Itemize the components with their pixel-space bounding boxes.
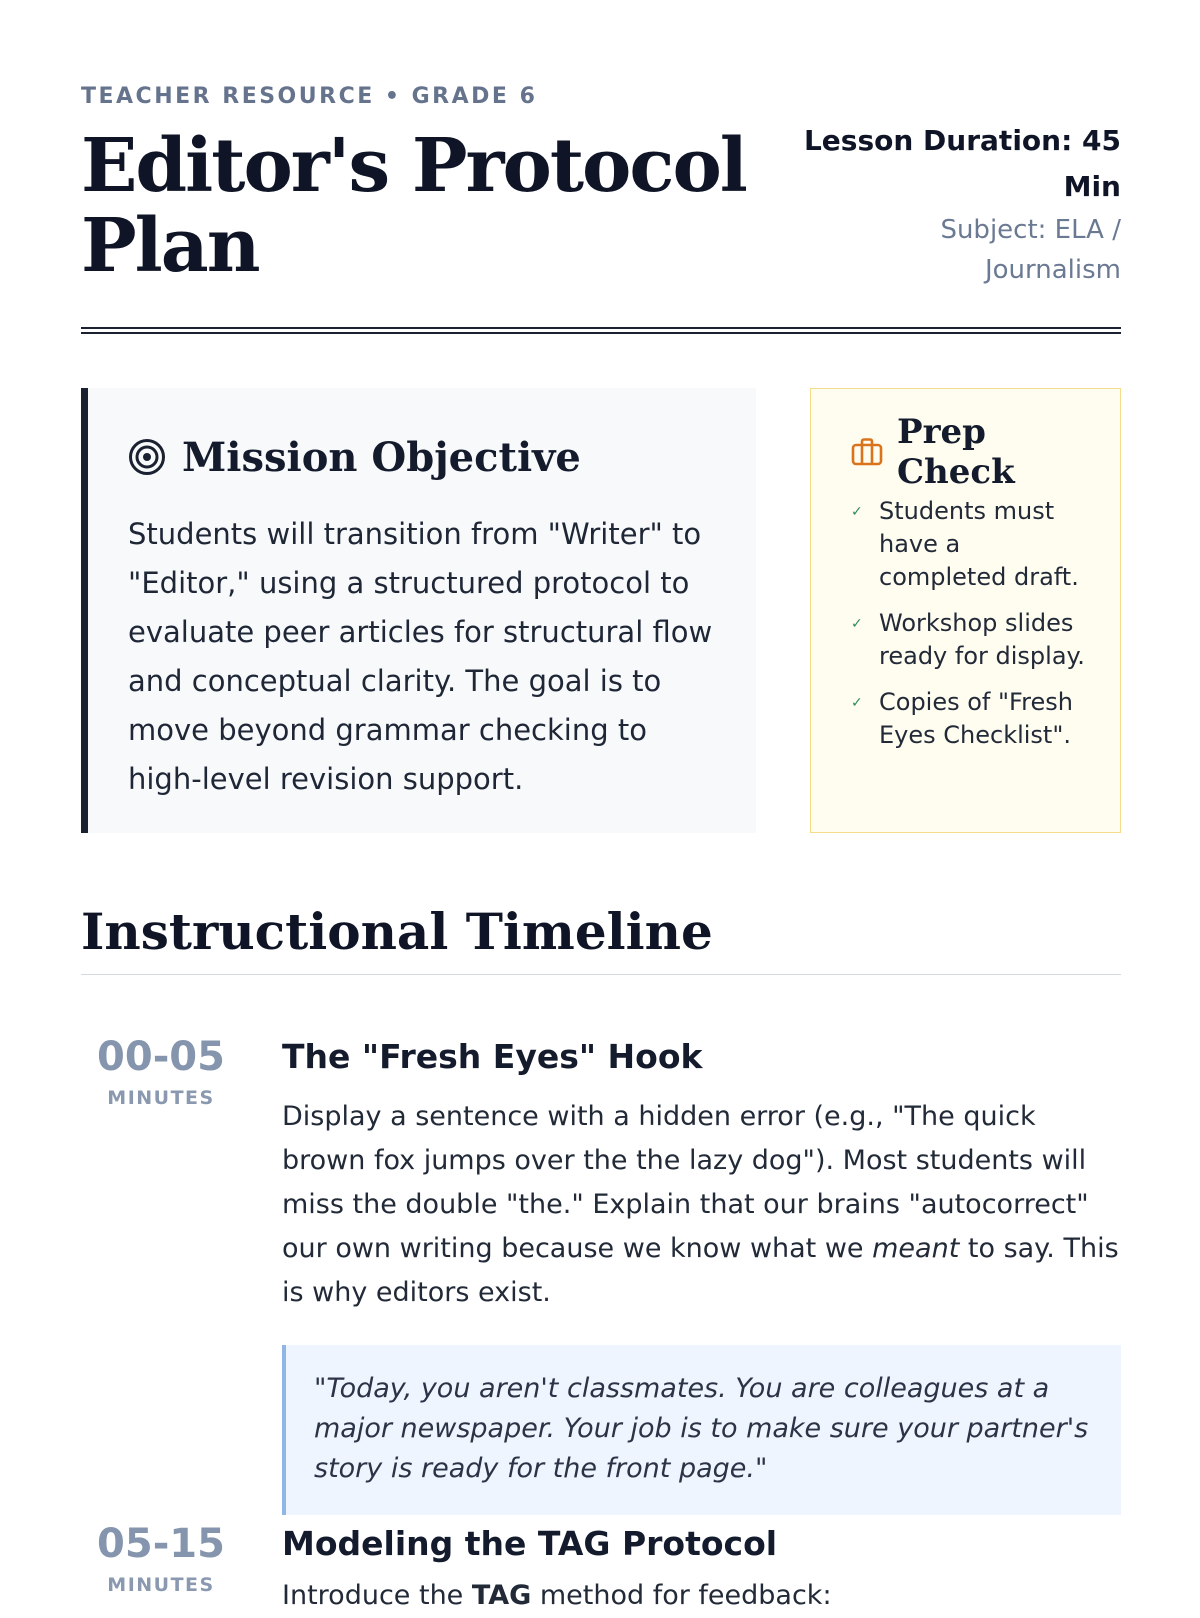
prep-heading: [851, 412, 1092, 492]
step-body: [282, 1518, 1121, 1618]
mission-text: Students will transition from "Writer" to "Editor," using a structured protocol to evaluate peer articles for structural flow and conceptual clarity. The goal is to move beyond grammar checking to high-level revision support.: [128, 517, 713, 796]
step-text-part: to say. This is why editors exist.: [282, 1233, 1119, 1308]
lesson-meta: [801, 118, 1121, 290]
prep-item-text: Students must have a completed draft.: [879, 497, 1079, 591]
step-title: The "Fresh Eyes" Hook: [282, 1037, 703, 1076]
step-title: Modeling the TAG Protocol: [282, 1524, 778, 1563]
check-icon: ✓: [851, 695, 863, 711]
step-text-part: Introduce the: [282, 1580, 472, 1611]
eyebrow-label: TEACHER RESOURCE • GRADE 6: [81, 84, 538, 109]
step-time-range: 00-05: [97, 1034, 225, 1080]
header-divider: [81, 327, 1121, 334]
list-item: [851, 607, 1092, 673]
briefcase-icon: [851, 437, 883, 467]
step-body: [282, 1031, 1121, 1515]
prep-heading-label: Prep Check: [897, 412, 1015, 492]
step-time: [81, 1518, 241, 1596]
mission-heading-label: Mission Objective: [182, 433, 581, 481]
prep-checklist: [851, 495, 1092, 752]
timeline-heading: Instructional Timeline: [81, 902, 713, 961]
step-text-part: Display a sentence with a hidden error (e.g., "The quick brown fox jumps over the the lazy dog"). Most students will miss the double "the." Explain that our brains "autocorrect" our own writing because we know what we: [282, 1101, 1089, 1264]
prep-item-text: Workshop slides ready for display.: [879, 609, 1085, 670]
step-text-emphasis: meant: [872, 1233, 960, 1264]
mission-objective-card: [81, 388, 756, 833]
step-time-range: 05-15: [97, 1521, 225, 1567]
prep-item-text: Copies of "Fresh Eyes Checklist".: [879, 688, 1073, 749]
list-item: [851, 495, 1092, 594]
step-time: [81, 1031, 241, 1109]
step-text-part: method for feedback:: [531, 1580, 832, 1611]
step-time-unit: MINUTES: [107, 1574, 215, 1596]
prep-check-card: [810, 388, 1121, 833]
step-description: [282, 1095, 1121, 1315]
mission-heading: [128, 432, 716, 482]
lesson-subject: Subject: ELA / Journalism: [940, 215, 1121, 285]
check-icon: ✓: [851, 616, 863, 632]
lesson-duration: Lesson Duration: 45 Min: [803, 124, 1121, 203]
list-item: [851, 686, 1092, 752]
step-description: [282, 1574, 1121, 1618]
step-text-bold: TAG: [471, 1580, 532, 1611]
step-time-unit: MINUTES: [107, 1087, 215, 1109]
teacher-script-quote: "Today, you aren't classmates. You are colleagues at a major newspaper. Your job is to make sure your partner's story is ready for the front page.": [282, 1345, 1121, 1515]
check-icon: ✓: [851, 504, 863, 520]
timeline-divider: [81, 974, 1121, 975]
target-icon: [128, 438, 166, 476]
page-title: Editor's Protocol Plan: [81, 123, 746, 289]
